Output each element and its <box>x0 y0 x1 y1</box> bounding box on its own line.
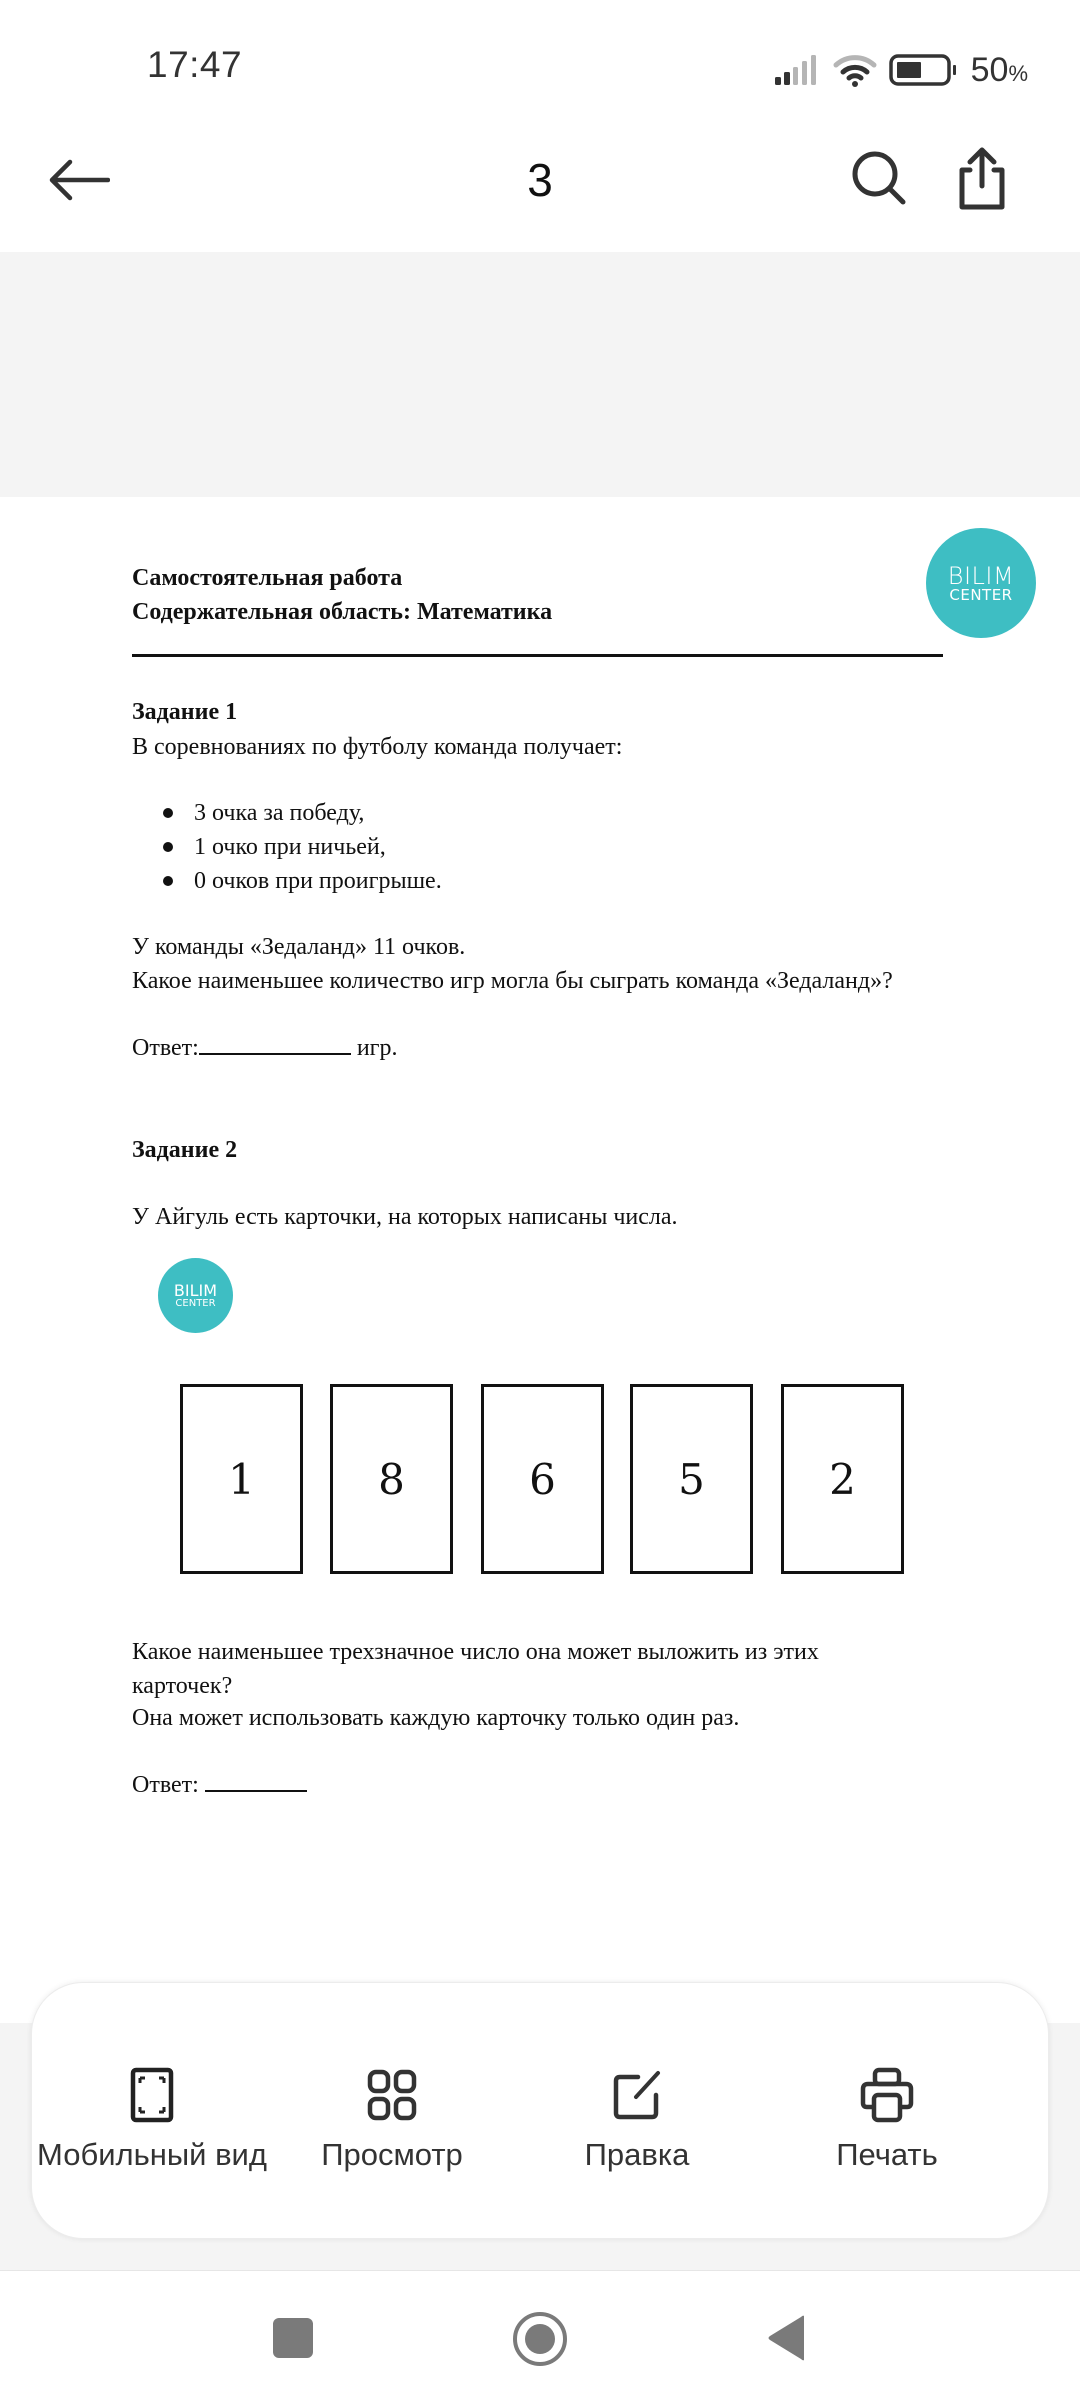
answer-blank <box>205 1770 307 1792</box>
number-card: 6 <box>481 1384 604 1574</box>
status-icons <box>775 48 1028 92</box>
list-item: 0 очков при проигрыше. <box>163 866 442 896</box>
task1-question: Какое наименьшее количество игр могла бы сыграть команда «Зедаланд»? <box>132 968 893 994</box>
task2-answer: Ответ: <box>132 1770 307 1800</box>
search-button[interactable] <box>848 146 912 210</box>
bullet-icon <box>163 808 173 818</box>
system-nav-bar <box>0 2270 1080 2401</box>
task1-intro: В соревнованиях по футболу команда получает: <box>132 734 623 760</box>
task2-note: Она может использовать каждую карточку только один раз. <box>132 1705 740 1731</box>
page-title: 3 <box>527 154 553 206</box>
doc-subject: Содержательная область: Математика <box>132 599 553 625</box>
recents-button[interactable] <box>272 2317 314 2364</box>
task2-intro: У Айгуль есть карточки, на которых написаны числа. <box>132 1204 678 1230</box>
nav-back-button[interactable] <box>764 2313 808 2368</box>
bottom-toolbar <box>31 1982 1049 2239</box>
task2-question-cont: карточек? <box>132 1673 233 1699</box>
task1-fact: У команды «Зедаланд» 11 очков. <box>132 934 466 960</box>
task2-heading: Задание 2 <box>132 1137 238 1163</box>
bullet-icon <box>163 842 173 852</box>
home-button[interactable] <box>512 2311 568 2372</box>
number-card: 8 <box>330 1384 453 1574</box>
answer-blank <box>199 1033 351 1055</box>
battery-percent: 50% <box>970 50 1028 89</box>
doc-title: Самостоятельная работа <box>132 565 403 591</box>
share-icon <box>950 144 1014 212</box>
task1-heading: Задание 1 <box>132 699 238 725</box>
mobile-view-icon <box>130 2067 174 2123</box>
separator-line <box>132 654 943 657</box>
arrow-left-icon <box>48 156 110 204</box>
edit-icon <box>612 2069 662 2121</box>
toolbar-preview[interactable]: Просмотр <box>272 1983 512 2240</box>
task1-answer: Ответ: игр. <box>132 1035 398 1061</box>
list-item: 3 очка за победу, <box>163 798 364 828</box>
bilim-center-logo-small: BILIM CENTER <box>158 1258 233 1333</box>
toolbar-edit[interactable]: Правка <box>512 1983 762 2240</box>
toolbar-mobile-view[interactable]: Мобильный вид <box>32 1983 272 2240</box>
battery-icon <box>889 54 959 86</box>
back-triangle-icon <box>764 2313 808 2363</box>
bilim-center-logo: BILIM CENTER <box>926 528 1036 638</box>
status-time: 17:47 <box>147 44 243 85</box>
number-card: 5 <box>630 1384 753 1574</box>
search-icon <box>848 146 912 210</box>
wifi-icon <box>833 53 877 87</box>
home-circle-icon <box>512 2311 568 2367</box>
number-card: 2 <box>781 1384 904 1574</box>
bullet-icon <box>163 876 173 886</box>
list-item: 1 очко при ничьей, <box>163 832 386 862</box>
share-button[interactable] <box>950 144 1014 212</box>
back-button[interactable] <box>44 150 114 210</box>
page-gap <box>0 252 1080 497</box>
toolbar-print[interactable]: Печать <box>762 1983 1012 2240</box>
cellular-signal-icon <box>775 55 821 85</box>
recents-square-icon <box>272 2317 314 2359</box>
number-card: 1 <box>180 1384 303 1574</box>
task2-question: Какое наименьшее трехзначное число она может выложить из этих <box>132 1639 819 1665</box>
print-icon <box>859 2067 915 2123</box>
grid-view-icon <box>367 2069 417 2121</box>
